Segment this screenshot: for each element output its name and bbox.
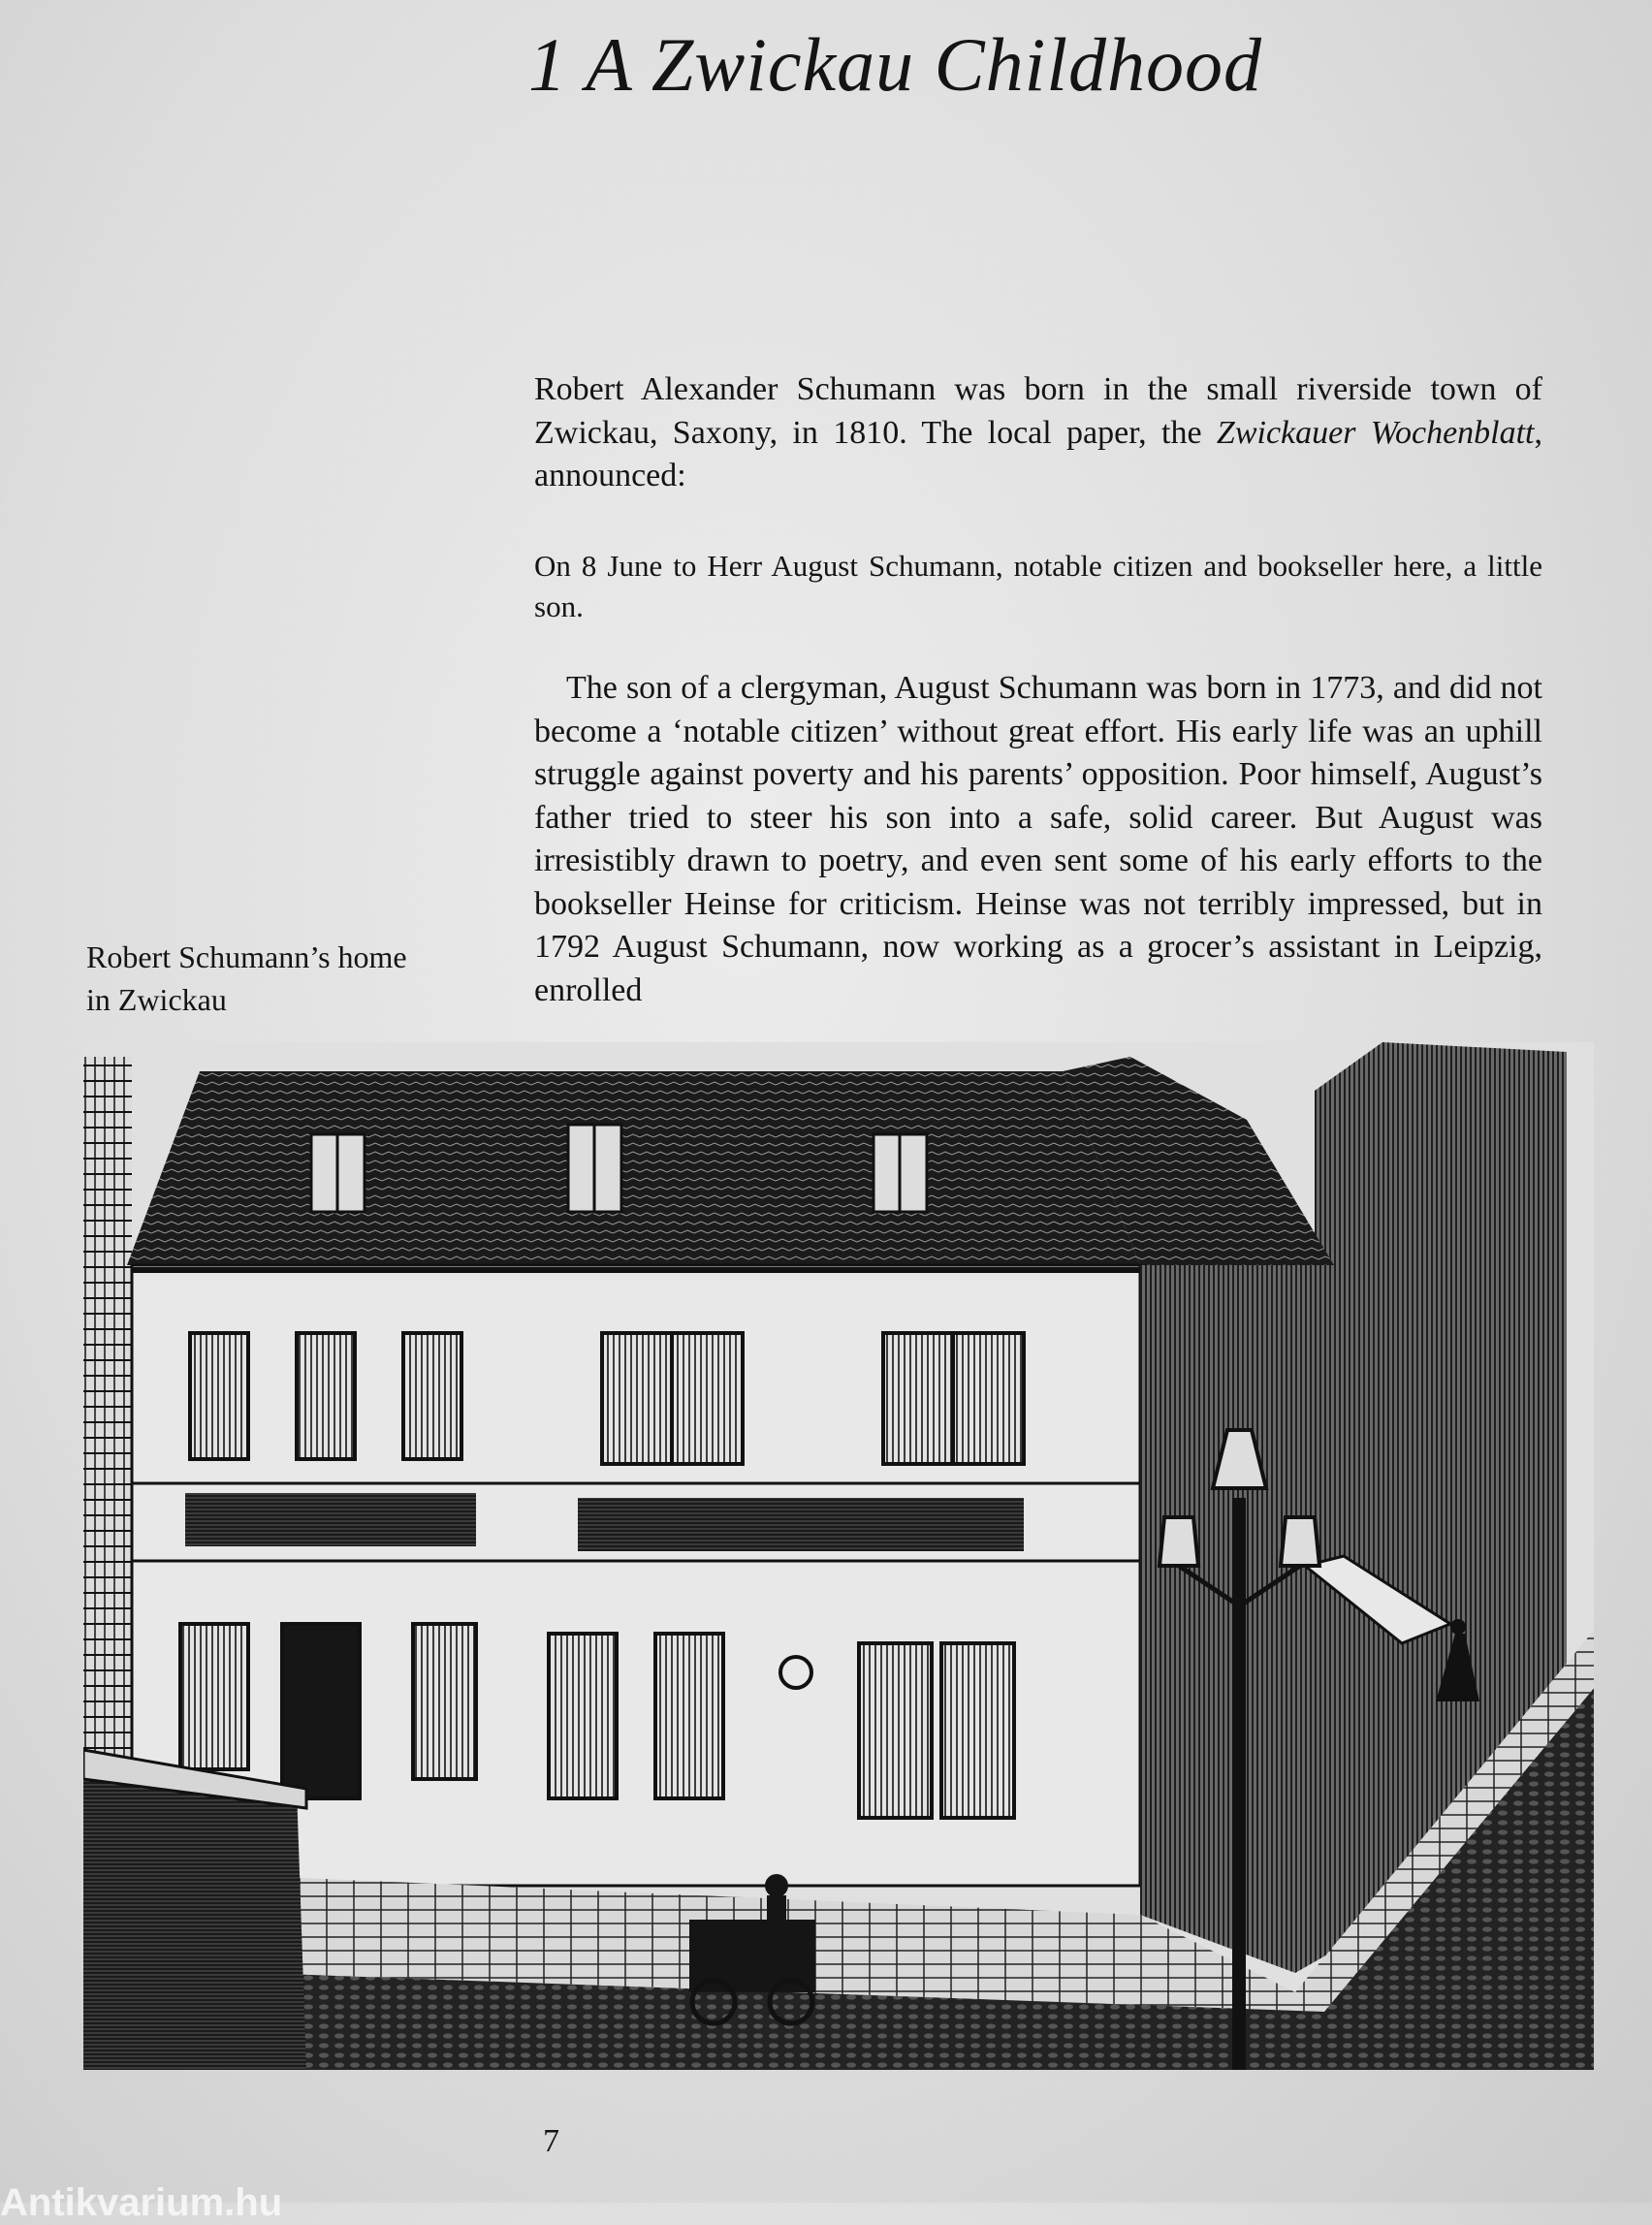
main-roof (127, 1071, 1140, 1265)
foreground-shed (83, 1760, 306, 2070)
intro-paragraph (534, 368, 1542, 498)
chapter-title: 1 A Zwickau Childhood (528, 22, 1263, 107)
newspaper-name: Zwickauer Wochenblatt (1216, 414, 1535, 451)
intro-text-start: Robert Alexander Schumann was born in the small riverside town of Zwickau, Saxony, in 1810. The local paper, the (534, 371, 1542, 451)
upper-floor-windows (190, 1333, 1024, 1464)
caption-line-1: Robert Schumann’s home (86, 939, 407, 974)
page-number: 7 (543, 2123, 559, 2159)
illustration-caption (86, 936, 474, 1021)
intro-text-end: , announced: (534, 414, 1543, 493)
body-paragraph: The son of a clergyman, August Schumann was born in 1773, and did not become a ‘notable citizen’ without great effort. His early life was an uphill struggle against poverty and his parents’ opposition. Poor himself, August’s father tried to steer his son into a safe, solid career. But August was irresistibly drawn to poetry, and even sent some of his early efforts to the bookseller Heinse for criticism. Heinse was not terribly impressed, but in 1792 August Schumann, now working as a grocer’s assistant in Leipzig, enrolled (534, 670, 1542, 1008)
watermark: Antikvarium.hu (0, 2181, 283, 2224)
caption-line-2: in Zwickau (86, 982, 227, 1017)
schumann-house-engraving (83, 1042, 1594, 2070)
birth-announcement-quote: On 8 June to Herr August Schumann, notable citizen and bookseller here, a little son. (534, 549, 1542, 623)
